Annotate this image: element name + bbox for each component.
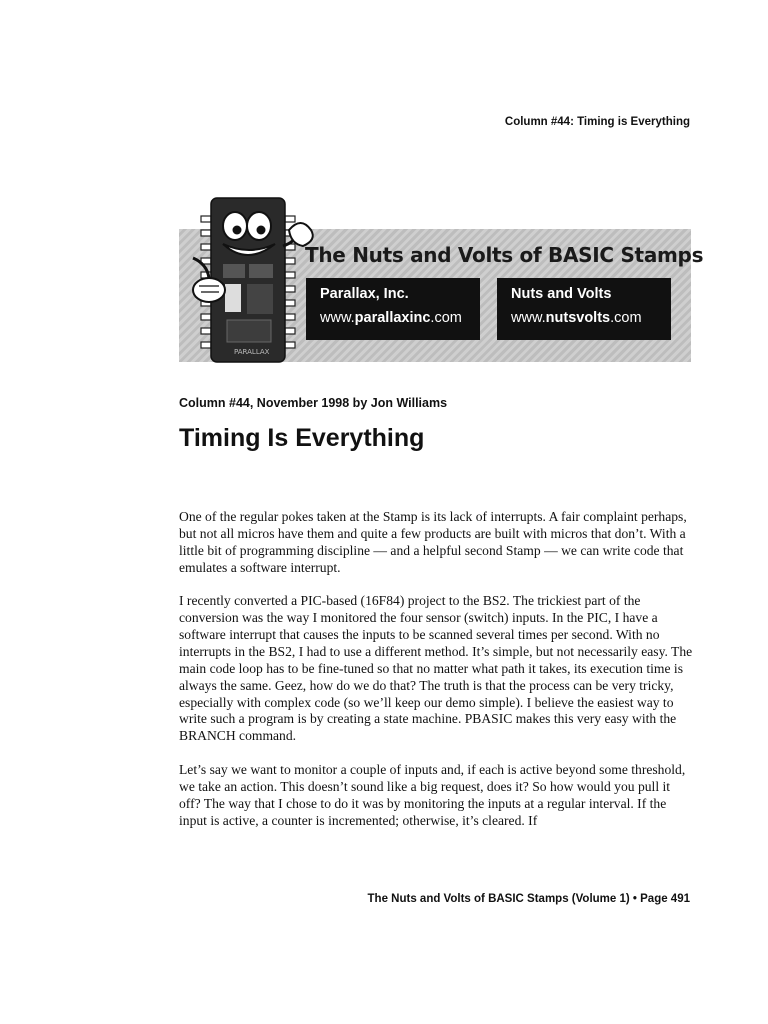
paragraph-1: One of the regular pokes taken at the Stamp is its lack of interrupts. A fair complaint perhaps, but not all micros have them and quite a few products are built with micros that don’t. With a little bit of programming discipline — and a helpful second Stamp — we can write code that emulates a software interrupt. [179, 509, 687, 575]
parallax-url [320, 310, 462, 326]
parallax-url-prefix: www. [320, 310, 355, 326]
paragraph-3: Let’s say we want to monitor a couple of inputs and, if each is active beyond some threshold, we take an action. This doesn’t sound like a big request, does it? So how would you pull it off? The way that I chose to do it was by monitoring the inputs at a regular interval. If the input is active, a counter is incremented; otherwise, it’s cleared. If [179, 761, 686, 828]
parallax-url-domain: parallaxinc [354, 310, 431, 326]
nutsvolts-url-suffix: .com [610, 310, 642, 326]
running-header: Column #44: Timing is Everything [504, 116, 690, 128]
stamp-mascot-icon [179, 186, 319, 364]
column-banner [179, 186, 704, 364]
article-title: Timing Is Everything [179, 424, 425, 452]
nutsvolts-url-domain: nutsvolts [545, 310, 611, 326]
banner-title: The Nuts and Volts of BASIC Stamps [305, 243, 704, 267]
page-footer: The Nuts and Volts of BASIC Stamps (Volume 1) • Page 491 [367, 893, 690, 905]
parallax-name: Parallax, Inc. [320, 286, 409, 302]
article-byline: Column #44, November 1998 by Jon Williams [179, 396, 448, 410]
parallax-box [306, 278, 480, 340]
nutsvolts-box [497, 278, 671, 340]
nutsvolts-name: Nuts and Volts [511, 286, 612, 302]
chip-label: PARALLAX [234, 348, 270, 356]
paragraph-2: I recently converted a PIC-based (16F84) project to the BS2. The trickiest part of the conversion was the way I monitored the four sensor (switch) inputs. In the PIC, I have a software interrupt that causes the inputs to be scanned several times per second. With no interrupts in the BS2, I had to use a different method. It’s simple, but not necessarily easy. The main code loop has to be fine-tuned so that no matter what path it takes, its execution time is always the same. Geez, how do we do that? The truth is that the process can be very tricky, especially with complex code (so we’ll keep our demo simple). I believe the easiest way to write such a program is by creating a state machine. PBASIC makes this very easy with the BRANCH command. [179, 593, 693, 744]
parallax-url-suffix: .com [430, 310, 462, 326]
nutsvolts-url [511, 310, 642, 326]
nutsvolts-url-prefix: www. [511, 310, 546, 326]
article-body [179, 509, 693, 846]
